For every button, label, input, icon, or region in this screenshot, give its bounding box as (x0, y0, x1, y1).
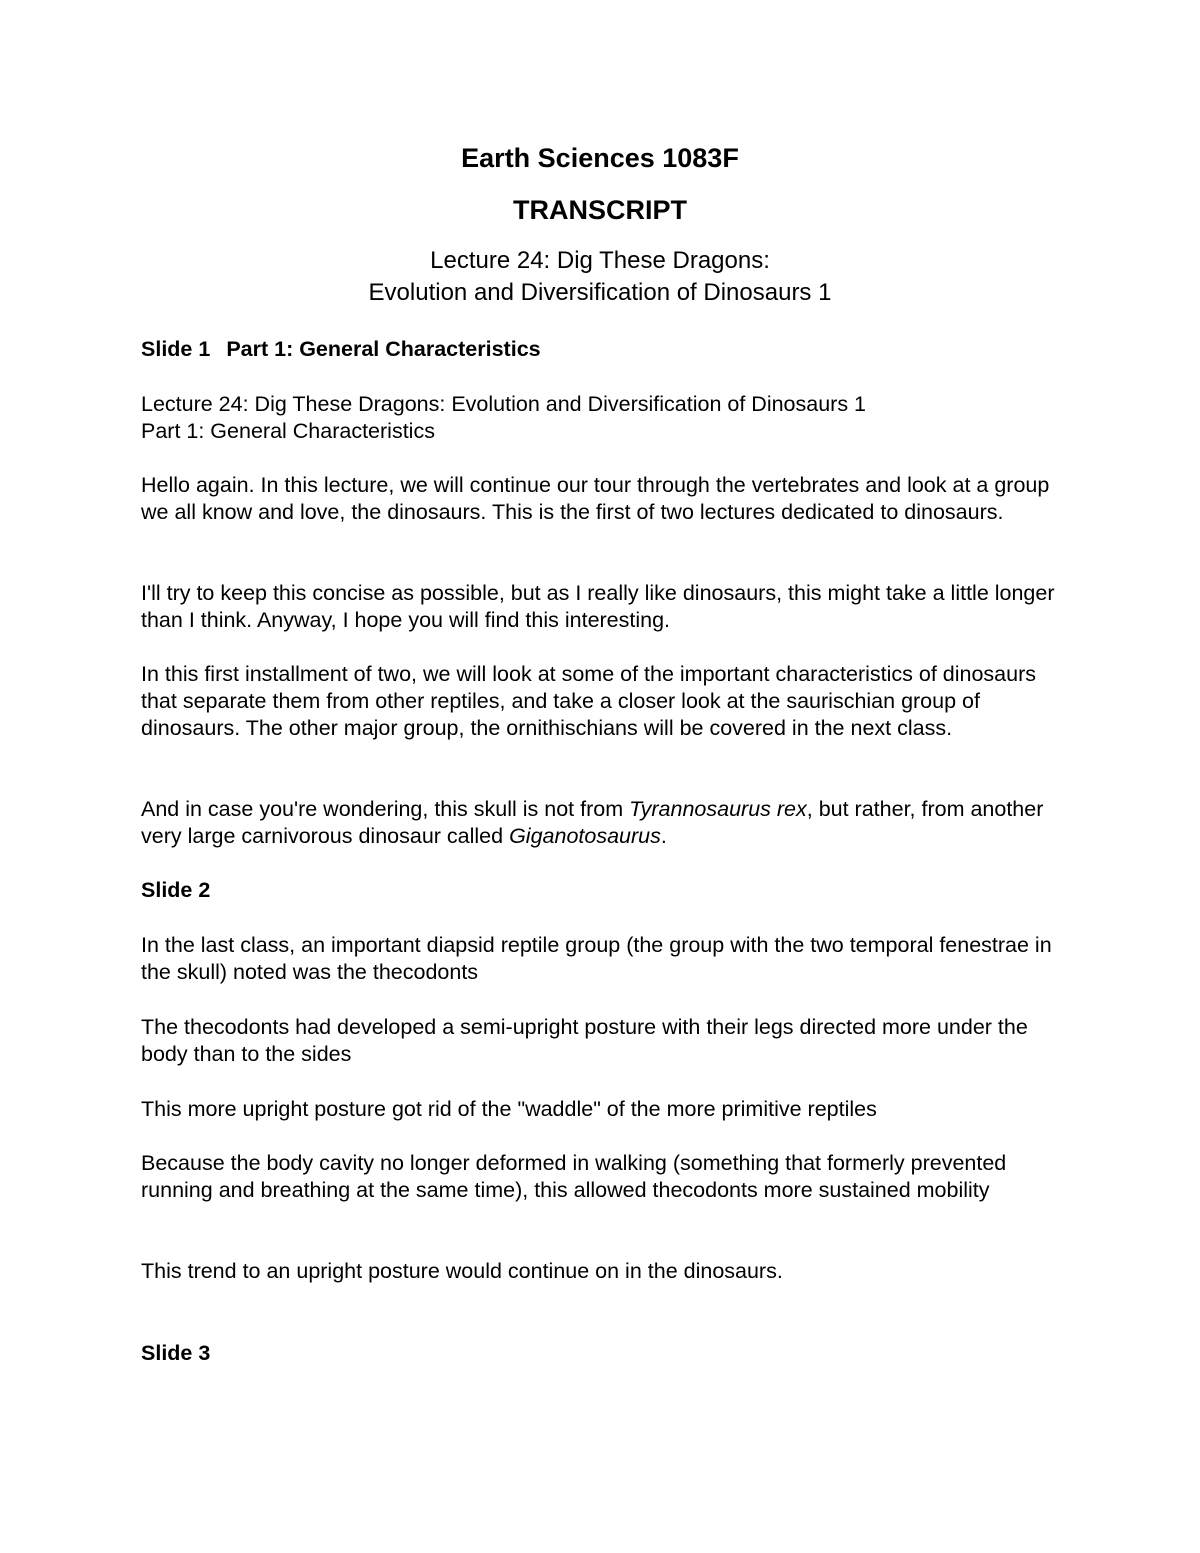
species-name-giganotosaurus: Giganotosaurus (509, 824, 661, 848)
slide-1-paragraph-3 (141, 661, 1071, 742)
slide-1-paragraph-1 (141, 472, 1071, 526)
text-run: And in case you're wondering, this skull is not from (141, 797, 630, 821)
paragraph: The thecodonts had developed a semi-upright posture with their legs directed more under the body than to the sides (141, 1015, 1028, 1066)
slide-1-paragraph-4 (141, 796, 1071, 850)
slide-2-paragraph-2 (141, 1014, 1071, 1068)
lecture-title (0, 245, 1200, 309)
paragraph: In this first installment of two, we will look at some of the important characteristics of dinosaurs that separate them from other reptiles, and take a closer look at the saurischian group of dinosaurs. The other major group, the ornithischians will be covered in the next class. (141, 662, 1037, 740)
slide-1-intro (141, 391, 1071, 445)
intro-line-1: Lecture 24: Dig These Dragons: Evolution and Diversification of Dinosaurs 1 (141, 392, 867, 416)
slide-1-heading (141, 336, 1071, 363)
paragraph (141, 796, 1071, 850)
slide-2-paragraph-4 (141, 1150, 1071, 1204)
slide-2-label: Slide 2 (141, 878, 211, 902)
paragraph: This trend to an upright posture would continue on in the dinosaurs. (141, 1259, 783, 1283)
document-type: TRANSCRIPT (513, 195, 687, 225)
text-run: , but rather, from another very large carnivorous dinosaur called (141, 797, 1044, 848)
paragraph: This more upright posture got rid of the "waddle" of the more primitive reptiles (141, 1097, 877, 1121)
slide-2-paragraph-1 (141, 932, 1071, 986)
species-name-tyrannosaurus: Tyrannosaurus rex (629, 797, 807, 821)
text-run: . (660, 824, 667, 848)
paragraph: Hello again. In this lecture, we will continue our tour through the vertebrates and look at a group we all know and love, the dinosaurs. This is the first of two lectures dedicated to dinosaurs. (141, 473, 1050, 524)
slide-1-paragraph-2 (141, 580, 1071, 634)
slide-3-heading (141, 1340, 1071, 1367)
slide-1-label: Slide 1 (141, 337, 211, 361)
paragraph: I'll try to keep this concise as possible, but as I really like dinosaurs, this might take a little longer than I think. Anyway, I hope you will find this interesting. (141, 581, 1055, 632)
lecture-title-line2: Evolution and Diversification of Dinosaurs 1 (368, 279, 832, 306)
lecture-title-line1: Lecture 24: Dig These Dragons: (430, 247, 770, 274)
course-title: Earth Sciences 1083F (461, 143, 739, 173)
slide-2-heading (141, 877, 1071, 904)
slide-3-label: Slide 3 (141, 1341, 211, 1365)
slide-2-paragraph-5 (141, 1258, 1071, 1285)
paragraph: Because the body cavity no longer deformed in walking (something that formerly prevented running and breathing at the same time), this allowed thecodonts more sustained mobility (141, 1151, 1007, 1202)
slide-2-paragraph-3 (141, 1096, 1071, 1123)
slide-1-part-title: Part 1: General Characteristics (226, 337, 541, 361)
intro-line-2: Part 1: General Characteristics (141, 419, 435, 443)
paragraph: In the last class, an important diapsid reptile group (the group with the two temporal fenestrae in the skull) noted was the thecodonts (141, 933, 1052, 984)
